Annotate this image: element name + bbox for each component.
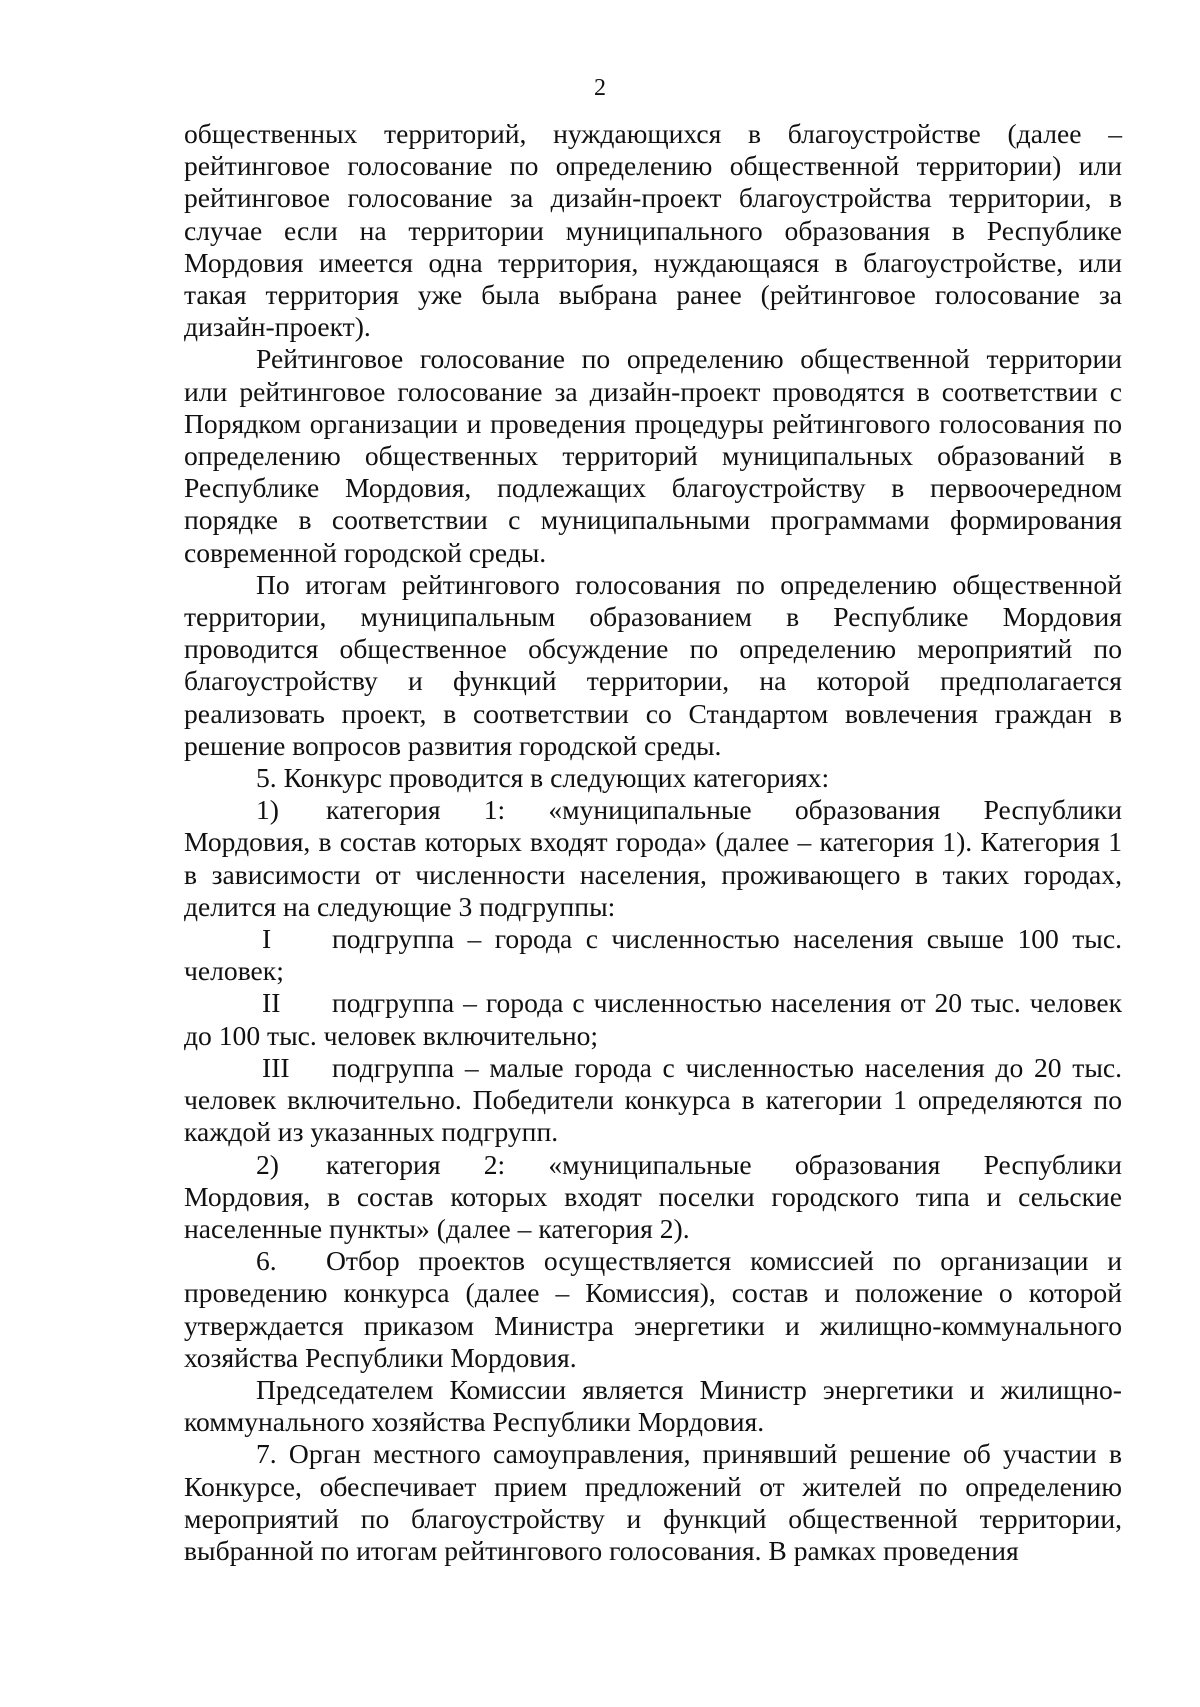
list-marker: 1): [256, 794, 279, 826]
list-item-continuation: Мордовия, в состав которых входят города» (далее – категория 1). Категория 1 в зависимости от численности населения, проживающего в таких городах, делится на следующие 3 подгруппы:: [184, 826, 1122, 922]
document-body: [184, 118, 1122, 1567]
subgroup-3: [184, 1052, 1122, 1084]
list-item-first-line: категория 2: «муниципальные образования Республики: [326, 1148, 1122, 1180]
list-item-6: [184, 1245, 1122, 1277]
subgroup-marker: I: [262, 923, 272, 955]
paragraph-item-7: 7. Орган местного самоуправления, принявший решение об участии в Конкурсе, обеспечивает прием предложений от жителей по определению мероприятий по благоустройству и функций общественной территории, выбранной по итогам рейтингового голосования. В рамках проведения: [184, 1438, 1122, 1566]
list-item-first-line: Отбор проектов осуществляется комиссией по организации и: [326, 1245, 1122, 1277]
subgroup-marker: III: [262, 1051, 290, 1083]
paragraph-public-discussion: По итогам рейтингового голосования по определению общественной территории, муниципальным образованием в Республике Мордовия проводится общественное обсуждение по определению мероприятий по благоустройству и функций территории, на которой предполагается реализовать проект, в соответствии со Стандартом вовлечения граждан в решение вопросов развития городской среды.: [184, 568, 1122, 761]
page-number: 2: [594, 75, 606, 101]
subgroup-first-line: подгруппа – города с численностью населения от 20 тыс. человек: [332, 987, 1122, 1019]
subgroup-1: [184, 923, 1122, 955]
list-item-continuation: Мордовия, в состав которых входят поселки городского типа и сельские населенные пункты» (далее – категория 2).: [184, 1180, 1122, 1244]
subgroup-continuation: человек;: [184, 955, 284, 987]
paragraph-item-5: 5. Конкурс проводится в следующих категориях:: [256, 762, 830, 794]
list-marker: 6.: [256, 1245, 277, 1277]
paragraph-rating-vote: Рейтинговое голосование по определению общественной территории или рейтинговое голосование за дизайн-проект проводятся в соответствии с Порядком организации и проведения процедуры рейтингового голосования по определению общественных территорий муниципальных образований в Республике Мордовия, подлежащих благоустройству в первоочередном порядке в соответствии с муниципальными программами формирования современной городской среды.: [184, 343, 1122, 568]
subgroup-first-line: подгруппа – города с численностью населения свыше 100 тыс.: [332, 923, 1122, 955]
subgroup-2: [184, 987, 1122, 1019]
subgroup-first-line: подгруппа – малые города с численностью населения до 20 тыс.: [332, 1051, 1122, 1083]
list-item-continuation: проведению конкурса (далее – Комиссия), состав и положение о которой утверждается приказом Министра энергетики и жилищно-коммунального хозяйства Республики Мордовия.: [184, 1277, 1122, 1373]
paragraph-chairman: Председателем Комиссии является Министр энергетики и жилищно-коммунального хозяйства Республики Мордовия.: [184, 1373, 1122, 1438]
subgroup-continuation: человек включительно. Победители конкурса в категории 1 определяются по каждой из указанных подгрупп.: [184, 1084, 1122, 1148]
subgroup-marker: II: [262, 987, 281, 1019]
list-marker: 2): [256, 1148, 279, 1180]
list-item-category-2: [184, 1149, 1122, 1181]
list-item-category-1: [184, 794, 1122, 826]
paragraph-continuation: общественных территорий, нуждающихся в благоустройстве (далее – рейтинговое голосование по определению общественной территории) или рейтинговое голосование за дизайн-проект благоустройства территории, в случае если на территории муниципального образования в Республике Мордовия имеется одна территория, нуждающаяся в благоустройстве, или такая территория уже была выбрана ранее (рейтинговое голосование за дизайн-проект).: [184, 118, 1122, 343]
list-item-first-line: категория 1: «муниципальные образования Республики: [326, 794, 1122, 826]
subgroup-continuation: до 100 тыс. человек включительно;: [184, 1019, 599, 1051]
